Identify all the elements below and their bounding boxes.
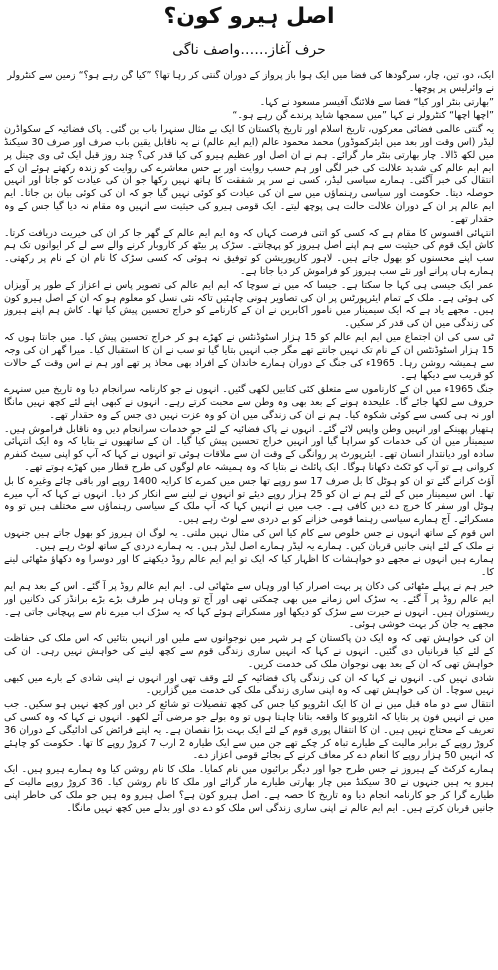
paragraph: عمر ایک جیسی ہی کہا جا سکتا ہے۔ جیسا کہ میں نے سوچا کہ ایم ایم عالم کی تصویر پاس نے اعزاز کے طور پر آویزاں کی ہوئی ہے۔ ملک کے تمام ایئرپورٹس پر ان کی تصاویر ہونی چاہئیں تاکہ نئی نسل کو معلوم ہو کہ ان کے اصل ہیرو کون ہیں۔ مجھے یاد ہے کہ ایک سیمینار میں نامور اکابرین نے ان کے کارنامے کو خراج تحسین پیش کیا تھا۔ کاش ہم اپنے ہیروز کی زندگی میں ان کی قدر کر سکیں۔: [4, 279, 494, 330]
paragraph: ”بھارتی بنٹر اور کیا“ فضا سے فلائنگ آفیسر مسعود نے کہا۔: [259, 96, 494, 108]
paragraph: ان کی خواہش تھی کہ وہ ایک دن پاکستان کے ہر شہر میں نوجوانوں سے ملیں اور انہیں بتائیں کہ اس ملک کی حفاظت کے لئے کیا قربانیاں دی گئیں۔ انہوں نے کہا کہ انہیں ساری زندگی قوم سے کچھ لینے کی خواہش نہیں رہی۔ ان کی خواہش تھی کہ ان کے بعد بھی نوجوان ملک کی خدمت کریں۔: [4, 633, 494, 670]
article-byline: حرف آغاز……واصف ناگی: [172, 42, 326, 58]
paragraph: انتقال سے دو ماہ قبل میں نے ان کا ایک انٹرویو کیا جس کی کچھ تفصیلات تو شائع کر دیں اور کچھ نہیں ہو سکیں۔ جب میں نے انہیں فون پر بتایا کہ انٹرویو کا واقعہ بتانا چاہتا ہوں تو وہ بولے جو مرضی آئے لکھو۔ انہوں نے کہا کہ وہ کسی کی تعریف کے محتاج نہیں ہیں۔ ان کا انتقال پوری قوم کے لئے ایک بہت بڑا نقصان ہے۔ یہ اپنے فرائض کی ادائیگی کے دوران 36 کروڑ روپے کے برابر مالیت کے طیارے تباہ کر چکے تھے جن میں سے ایک طیارہ 2 ارب 7 کروڑ روپے کا تھا۔ حکومت کو چاہئے کہ انہیں 50 ہزار روپے کا انعام دے کر معاف کرنے کے بجائے قومی اعزاز دے۔: [4, 699, 494, 762]
paragraph: ایک، دو، تین، چار، سرگودھا کی فضا میں ایک ہوا باز پرواز کے دوران گنتی کر رہا تھا؟ ”کیا گن رہے ہو؟“ زمین سے کنٹرولر نے وائرلیس پر پوچھا۔: [7, 70, 494, 94]
article-title: اصل ہیرو کون؟: [163, 4, 335, 29]
article-body: [4, 70, 494, 968]
paragraph: جنگ 1965ء میں ان کے کارناموں سے متعلق کئی کتابیں لکھی گئیں۔ انہوں نے جو کارنامہ سرانجام دیا وہ تاریخ میں سنہرے حروف سے لکھا جائے گا۔ علیحدہ ہونے کے بعد بھی وہ وطن سے محبت کرتے رہے۔ انہوں نے کبھی اپنے لئے کچھ نہیں مانگا اور نہ ہی کسی سے کوئی شکوہ کیا۔ ہم نے ان کی زندگی میں ان کو وہ عزت نہیں دی جس کے وہ حقدار تھے۔: [4, 384, 494, 421]
paragraph: ہتھیار پھینکے اور انہیں وطن واپس لائے گئے۔ انہوں نے پاک فضائیہ کے لئے جو خدمات سرانجام دیں وہ ناقابل فراموش ہیں۔ سیمینار میں ان کی خدمات کو سراہا گیا اور انہیں خراج تحسین پیش کیا گیا۔ ان کے ساتھیوں نے بتایا کہ وہ ایک انتہائی سادہ اور دیانتدار انسان تھے۔ ایئرپورٹ پر روانگی کے وقت ان سے ملاقات ہوئی تو انہوں نے کہا کہ آپ کو اپنی سیٹ کنفرم کروانی ہے تو آپ کو ٹکٹ دکھانا ہوگا۔ ایک پائلٹ نے بتایا کہ وہ ہمیشہ عام لوگوں کی طرح قطار میں کھڑے ہوتے تھے۔: [4, 423, 494, 473]
paragraph: انتہائی افسوس کا مقام ہے کہ کسی کو اتنی فرصت کہاں کہ وہ ایم ایم عالم کے گھر جا کر ان کی خیریت دریافت کرتا۔ کاش ایک قوم کی حیثیت سے ہم اپنے اصل ہیروز کو پہچانتے۔ سڑک پر بیٹھ کر کاروبار کرنے والے سے لے کر ایوانوں تک ہم سب اپنے محسنوں کو بھول جاتے ہیں۔ لاہور کارپوریشن کو توفیق نہ ہوئی کہ کسی سڑک کا نام ان کے نام پر رکھتی۔ ہمارے ہاں پرانے اور نئے سب ہیروز کو فراموش کر دیا جاتا ہے۔: [4, 227, 494, 277]
paragraph: ہمارے ہیں انہوں نے مجھے دو خواہشات کا اظہار کیا کہ ایک تو ایم ایم عالم روڈ دیکھنے کا اور دوسرا وہ دکھاؤ مٹھائی لینے کا۔: [4, 554, 494, 579]
paragraph: خیر ہم نے پہلے مٹھائی کی دکان پر بہت اصرار کیا اور وہاں سے مٹھائی لی۔ ایم ایم عالم روڈ پر آ گئے۔ اس کے بعد ہم ایم ایم عالم روڈ پر آ گئے۔ یہ سڑک اس زمانے میں بھی چمکتی تھی اور آج تو وہاں ہر طرف بڑے بڑے برانڈز کی دکانیں اور ریستوران ہیں۔ انہوں نے حیرت سے سڑک کو دیکھا اور مسکراتے ہوئے کہا کہ یہ سڑک اب میرے نام سے پہچانی جاتی ہے۔ مجھے یہ جان کر بہت خوشی ہوئی۔: [4, 581, 494, 631]
paragraph: اس قوم کے ساتھ انہوں نے جس خلوص سے کام کیا اس کی مثال نہیں ملتی۔ یہ لوگ ان ہیروز کو بھول جاتے ہیں جنہوں نے ملک کے لئے اپنی جانیں قربان کیں۔ ہمارے یہ لیڈر ہمارے اصل لیڈر ہیں۔ یہ ہمارے دردی کے ساتھ لوٹ رہے ہیں۔: [4, 527, 494, 552]
paragraph: یہ گنتی عالمی فضائی معرکوں، تاریخ اسلام اور تاریخ پاکستان کا ایک بے مثال سنہرا باب بن گئی۔ پاک فضائیہ کے سکواڈرن لیڈر (اس وقت اور بعد میں ایئرکموڈور) محمد محمود عالم (ایم ایم عالم) نے یہ ناقابل یقین باب صرف اور صرف 30 سیکنڈ میں لکھ ڈالا۔ چار بھارتی بنٹر مار گرائے۔ ہم نے ان اصل اور عظیم ہیرو کی کیا قدر کی؟ چند روز قبل ایک ٹی وی چینل پر ایم ایم عالم کی شدید علالت کی خبر لگی اور ہم حسب روایت اور بے حس معاشرے کی روایت کو زندہ رکھتے ہوئے ان کے انتقال کی خبر آگئی۔ ہمارے سیاسی لیڈر، کسی نے سر پر شفقت کا ہاتھ نہیں رکھا جو ان کی عیادت کو جاتا اور انہیں حوصلہ دیتا۔ حکومت اور سیاسی رہنماؤں میں سے ان کی عیادت کو کوئی نہیں گیا جو کہ ان کی کوئی بیان بن جاتا۔ ایم ایم عالم پر ان کے دوران علالت حالت ہی پوچھ لیتے۔ ایک قومی ہیرو کی حیثیت سے انہیں وہ مقام نہ دیا گیا جس کے وہ حقدار تھے۔: [4, 124, 494, 225]
paragraph: شادی نہیں کی۔ انہوں نے کہا کہ ان کی زندگی پاک فضائیہ کے لئے وقف تھی اور انہوں نے اپنی شادی کے بارے میں کبھی نہیں سوچا۔ ان کی خواہش تھی کہ وہ اپنی ساری زندگی ملک کی خدمت میں گزاریں۔: [4, 672, 494, 697]
paragraph: ہمارے کرکٹ کے ہیروز نے جس طرح جوا اور دیگر برائیوں میں نام کمایا۔ ملک کا نام روشن کیا وہ ہمارے ہیرو ہیں۔ ایک ہیرو یہ ہیں جنہوں نے 30 سیکنڈ میں چار بھارتی طیارے مار گرائے اور ملک کا نام روشن کیا۔ 36 کروڑ روپے مالیت کے طیارے گرا کر جو کارنامہ انجام دیا وہ تاریخ کا حصہ ہے۔ اصل ہیرو کون ہے؟ اصل ہیرو وہ ہیں جو ملک کی خاطر اپنی جانیں قربان کرتے ہیں۔ ایم ایم عالم نے اپنی ساری زندگی اس ملک کو دے دی اور بدلے میں کچھ نہیں مانگا۔: [4, 764, 494, 814]
paragraph: ٹی سی کی ان اجتماع میں ایم ایم عالم کو 15 ہزار اسٹوڈنٹس نے کھڑے ہو کر خراج تحسین پیش کیا۔ میں جانتا ہوں کہ 15 ہزار اسٹوڈنٹس ان کے نام تک نہیں جانتے تھے مگر جب انہیں بتایا گیا تو سب نے ان کا استقبال کیا۔ میرا گھر ان کی وجہ سے ہمیشہ روشن رہا۔ 1965ء کی جنگ کے دوران ہمارے خاندان کے افراد بھی محاذ پر تھے اور ہم نے اس وقت کے حالات کو قریب سے دیکھا ہے۔: [4, 331, 494, 382]
paragraph: ”اچھا اچھا“ کنٹرولر نے کہا ”میں سمجھا شاید پرندے گن رہے ہو۔“: [232, 110, 494, 122]
paragraph: آؤٹ کرانے گئے تو ان کو ہوٹل کا بل صرف 17 سو روپے تھا جس میں کمرے کا کرایہ 1400 روپے اور باقی چائے وغیرہ کا بل تھا۔ اس سیمینار میں کے لئے ہم نے ان کو 25 ہزار روپے دیئے تو انہوں نے لینے سے انکار کر دیا۔ انہوں نے کہا کہ آپ میرے ہوٹل اور سفر کا خرچ دے دیں کافی ہے۔ جب میں نے انہیں کہا کہ آپ ملک کے سیاسی رہنماؤں سے مختلف ہیں تو وہ مسکرائے۔ آج ہمارے سیاسی رہنما قومی خزانے کو بے دردی سے لوٹ رہے ہیں۔: [4, 475, 494, 526]
